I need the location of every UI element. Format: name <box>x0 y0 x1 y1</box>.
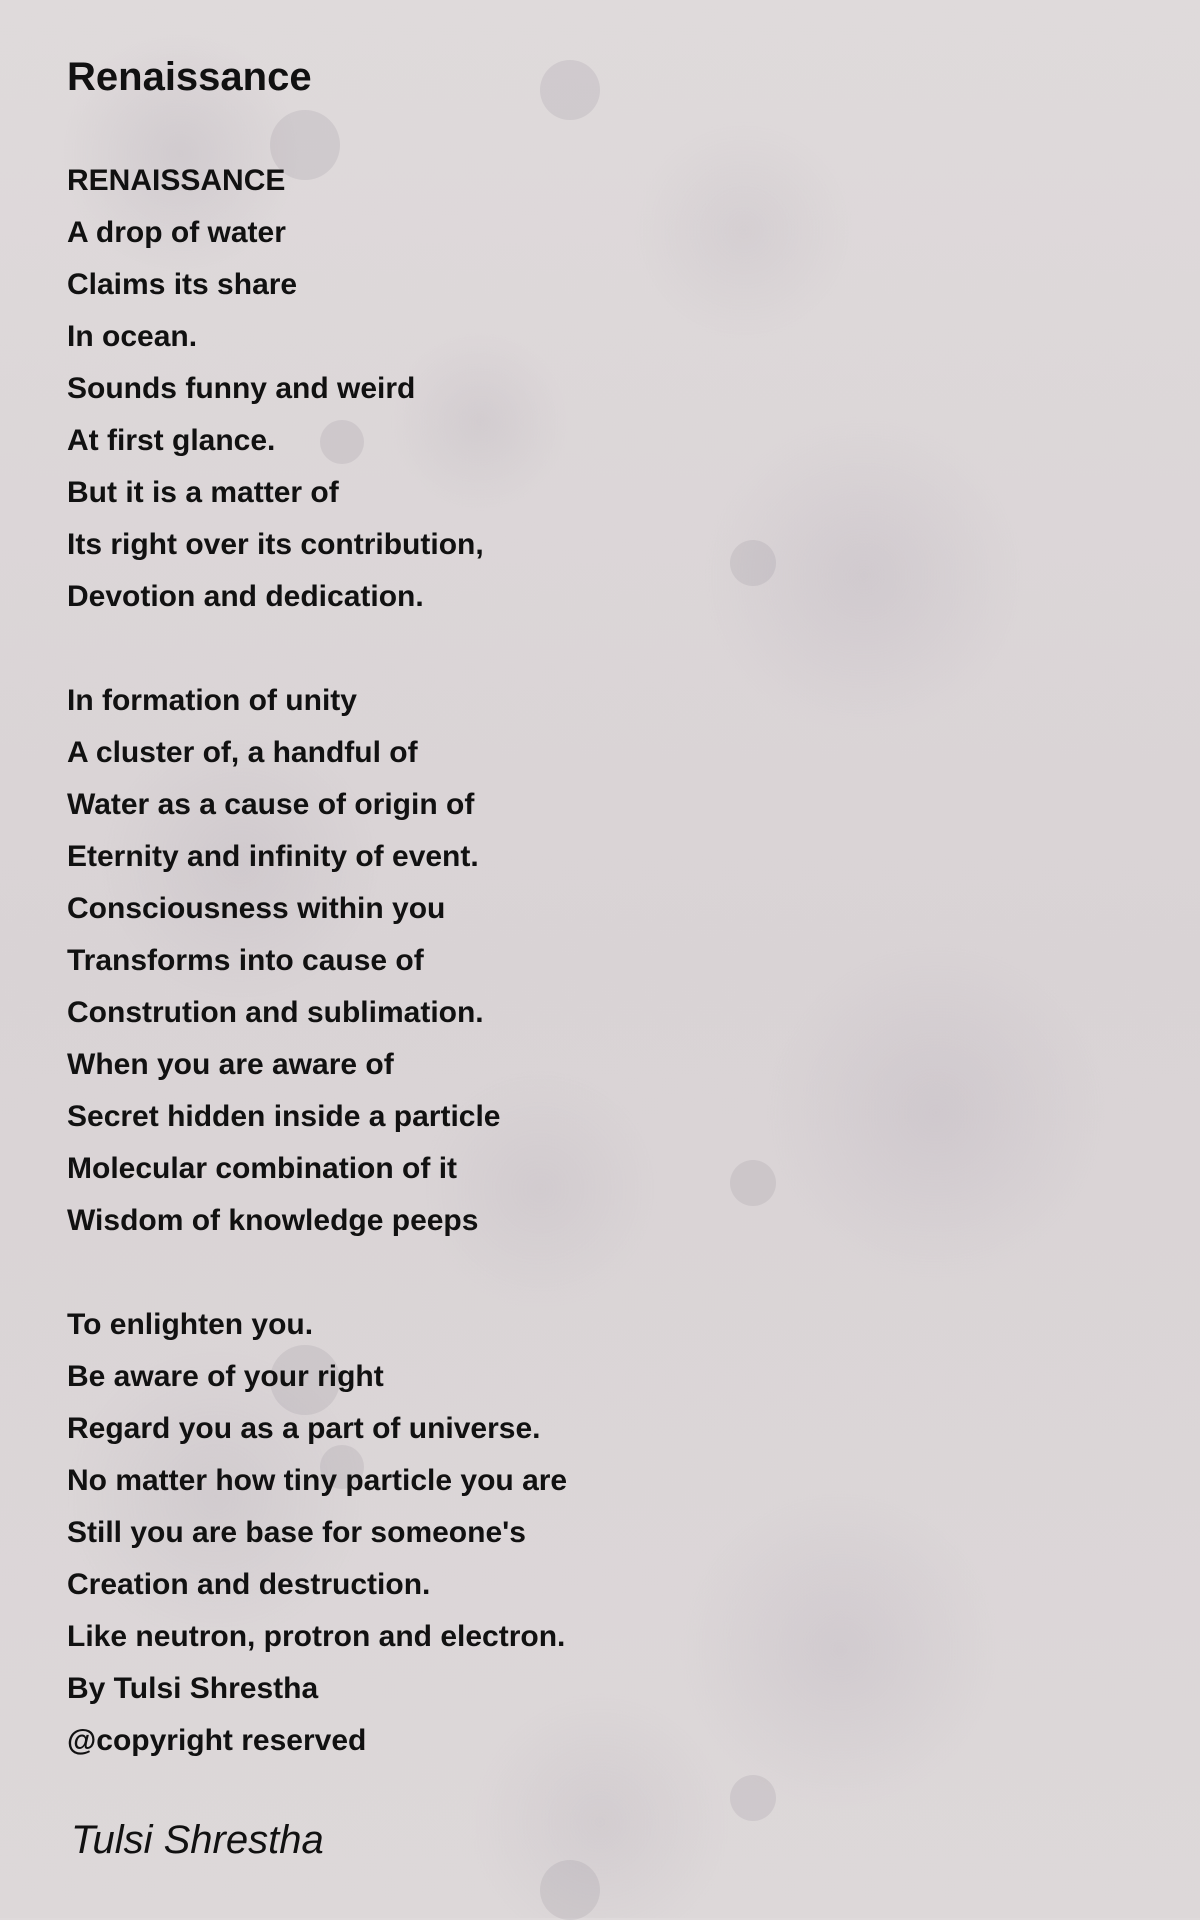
poem-author: Tulsi Shrestha <box>71 1818 324 1862</box>
poem-line: No matter how tiny particle you are <box>67 1464 568 1497</box>
poem-line: Creation and destruction. <box>67 1568 431 1601</box>
poem-line: Water as a cause of origin of <box>67 788 475 821</box>
poem-line: Claims its share <box>67 268 298 301</box>
poem-line: At first glance. <box>67 424 276 457</box>
poem-body <box>67 155 567 1819</box>
poem-line: Still you are base for someone's <box>67 1516 526 1549</box>
poem-line: A cluster of, a handful of <box>67 736 418 769</box>
poem-line: Constrution and sublimation. <box>67 996 484 1029</box>
poem-line: Its right over its contribution, <box>67 528 484 561</box>
poem-line: In ocean. <box>67 320 198 353</box>
stanza-3 <box>67 1299 567 1767</box>
poem-line: Sounds funny and weird <box>67 372 416 405</box>
poem-line: @copyright reserved <box>67 1724 367 1757</box>
poem-line: To enlighten you. <box>67 1308 314 1341</box>
poem-line: Eternity and infinity of event. <box>67 840 479 873</box>
stanza-1 <box>67 155 567 623</box>
poem-title: Renaissance <box>67 55 312 99</box>
poem-line: A drop of water <box>67 216 286 249</box>
poem-line: Secret hidden inside a particle <box>67 1100 501 1133</box>
stanza-2 <box>67 675 567 1247</box>
poem-line: Devotion and dedication. <box>67 580 424 613</box>
poem-line: Be aware of your right <box>67 1360 384 1393</box>
poem-line: By Tulsi Shrestha <box>67 1672 319 1705</box>
poem-line: RENAISSANCE <box>67 164 286 197</box>
poem-line: Molecular combination of it <box>67 1152 458 1185</box>
poem-line: When you are aware of <box>67 1048 394 1081</box>
poem-line: Consciousness within you <box>67 892 446 925</box>
poem-line: Wisdom of knowledge peeps <box>67 1204 479 1237</box>
poem-line: Regard you as a part of universe. <box>67 1412 541 1445</box>
poem-line: But it is a matter of <box>67 476 339 509</box>
poem-line: Like neutron, protron and electron. <box>67 1620 566 1653</box>
poem-line: In formation of unity <box>67 684 357 717</box>
poem-line: Transforms into cause of <box>67 944 424 977</box>
